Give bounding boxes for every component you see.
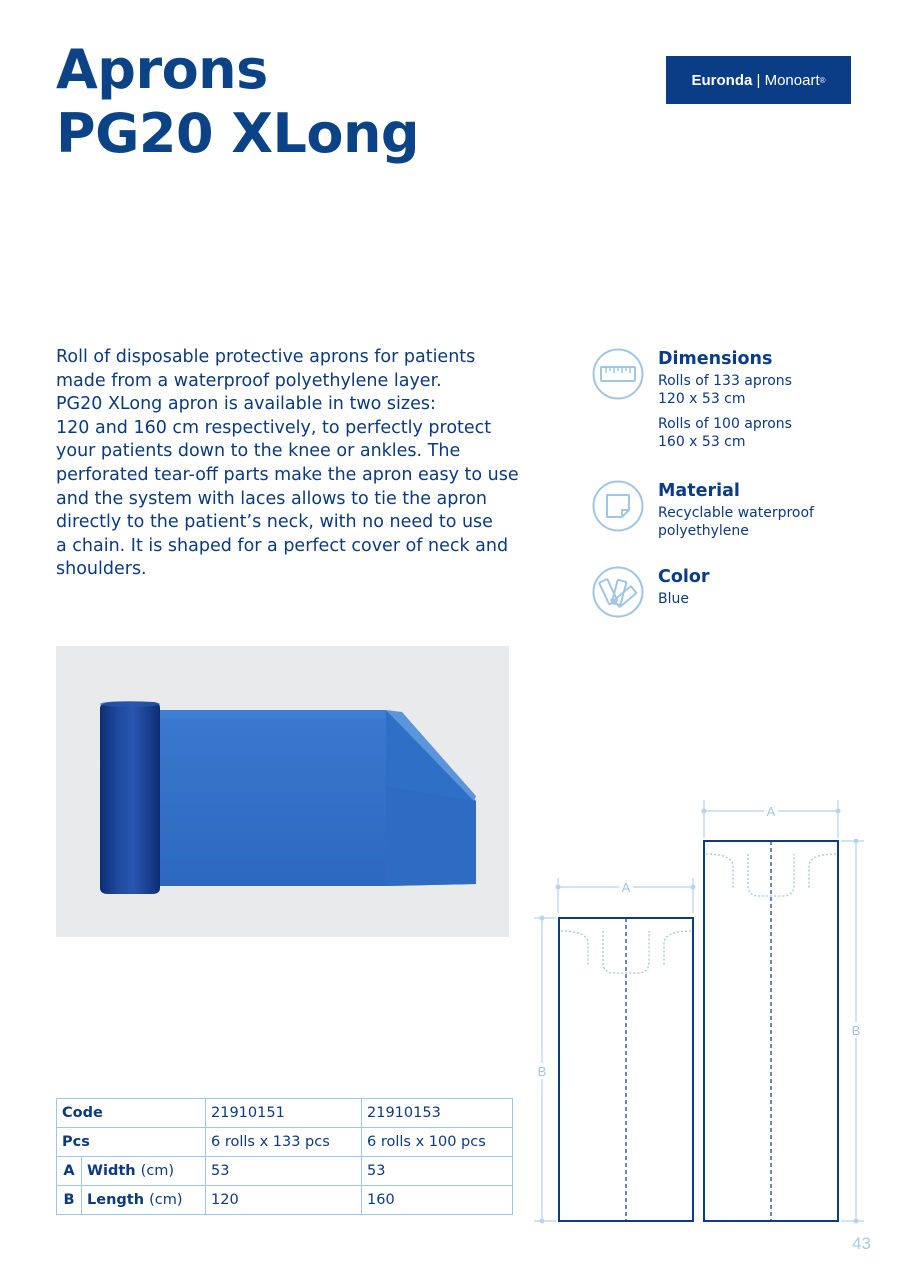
dimension-option-1-size: 120 x 53 cm xyxy=(658,390,746,407)
dimension-option-1-count: Rolls of 133 aprons xyxy=(658,373,792,389)
color-value: Blue xyxy=(658,591,689,607)
diagram-label-b-long: B xyxy=(851,1023,861,1038)
product-description xyxy=(56,346,526,582)
brand-logo xyxy=(666,56,851,104)
length-label-text: Length xyxy=(87,1192,145,1208)
product-photo xyxy=(56,646,509,937)
title-line-2: PG20 XLong xyxy=(56,102,420,165)
diagram-label-a-long: A xyxy=(766,804,776,819)
dimension-option-2-count: Rolls of 100 aprons xyxy=(658,416,792,432)
material-value xyxy=(658,505,858,540)
brand-name-primary: Euronda xyxy=(691,71,753,89)
dimension-letter-a: A xyxy=(57,1157,82,1186)
description-line: and the system with laces allows to tie the apron xyxy=(56,488,487,509)
description-line: shoulders. xyxy=(56,559,147,580)
width-unit: (cm) xyxy=(140,1163,175,1179)
length-value: 120 xyxy=(206,1186,362,1215)
diagram-label-a-short: A xyxy=(621,880,631,895)
pcs-value: 6 rolls x 100 pcs xyxy=(362,1128,513,1157)
material-sheet-icon xyxy=(592,480,644,532)
code-label: Code xyxy=(57,1099,206,1128)
description-line: a chain. It is shaped for a perfect cover of neck and xyxy=(56,535,509,556)
code-value: 21910151 xyxy=(206,1099,362,1128)
spec-heading: Material xyxy=(658,481,740,501)
page-number: 43 xyxy=(852,1234,871,1253)
table-row xyxy=(57,1128,513,1157)
pcs-value: 6 rolls x 133 pcs xyxy=(206,1128,362,1157)
pcs-label: Pcs xyxy=(57,1128,206,1157)
code-value: 21910153 xyxy=(362,1099,513,1128)
diagram-label-b-short: B xyxy=(537,1064,547,1079)
description-line: Roll of disposable protective aprons for patients xyxy=(56,347,476,367)
table-row xyxy=(57,1157,513,1186)
product-codes-table xyxy=(56,1098,513,1215)
length-label xyxy=(82,1186,206,1215)
dimension-option-2-size: 160 x 53 cm xyxy=(658,433,746,450)
page-title xyxy=(56,38,419,166)
dimension-letter-b: B xyxy=(57,1186,82,1215)
length-unit: (cm) xyxy=(149,1192,183,1208)
brand-registered-mark: ® xyxy=(819,75,826,85)
apron-dimensions-diagram xyxy=(520,800,900,1240)
dimension-option-2 xyxy=(658,416,858,451)
brand-name-secondary: Monoart xyxy=(764,71,820,89)
brand-separator: | xyxy=(756,71,761,89)
ruler-icon xyxy=(592,348,644,400)
material-value-line: polyethylene xyxy=(658,522,749,539)
length-value: 160 xyxy=(362,1186,513,1215)
color-swatch-icon xyxy=(592,566,644,618)
width-value: 53 xyxy=(206,1157,362,1186)
title-line-1: Aprons xyxy=(56,38,268,101)
spec-heading: Dimensions xyxy=(658,349,773,369)
dimension-option-1 xyxy=(658,373,858,408)
description-line: directly to the patient’s neck, with no need to use xyxy=(56,512,493,533)
table-row xyxy=(57,1186,513,1215)
description-line: PG20 XLong apron is available in two sizes: xyxy=(56,394,436,415)
description-line: made from a waterproof polyethylene layer. xyxy=(56,370,442,391)
description-line: 120 and 160 cm respectively, to perfectly protect xyxy=(56,417,492,438)
table-row xyxy=(57,1099,513,1128)
width-label-text: Width xyxy=(87,1163,136,1179)
description-line: perforated tear-off parts make the apron easy to use xyxy=(56,464,519,485)
material-value-line: Recyclable waterproof xyxy=(658,505,814,521)
width-label xyxy=(82,1157,206,1186)
description-line: your patients down to the knee or ankles. The xyxy=(56,441,461,462)
spec-heading: Color xyxy=(658,567,710,587)
width-value: 53 xyxy=(362,1157,513,1186)
